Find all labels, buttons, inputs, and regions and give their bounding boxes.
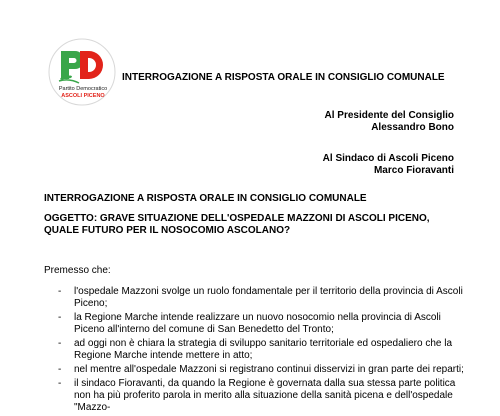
recipient-role: Al Presidente del Consiglio: [324, 110, 454, 121]
list-item: - ad oggi non è chiara la strategia di sviluppo sanitario territoriale ed ospedaliero che la Regione Marche intende mettere in atto;: [58, 338, 453, 361]
logo-party-name: Partito Democratico: [58, 86, 108, 92]
subject-line: OGGETTO: GRAVE SITUAZIONE DELL'OSPEDALE MAZZONI DI ASCOLI PICENO, QUALE FUTURO PER IL NOSOCOMIO ASCOLANO?: [44, 213, 430, 236]
premise-list: [44, 286, 474, 416]
recipient-role: Al Sindaco di Ascoli Piceno: [322, 153, 454, 164]
document-heading: INTERROGAZIONE A RISPOSTA ORALE IN CONSIGLIO COMUNALE: [44, 193, 367, 204]
recipient-name: Alessandro Bono: [371, 122, 454, 133]
recipient-name: Marco Fioravanti: [373, 165, 454, 176]
pd-logo: [47, 37, 117, 107]
list-item: - il sindaco Fioravanti, da quando la Regione è governata dalla sua stessa parte politica non ha più proferito parola in merito alla situazione della sanità picena e dell'ospedale "Mazzo-: [58, 378, 456, 413]
logo-city-name: ASCOLI PICENO: [61, 93, 105, 99]
premesso-label: Premesso che:: [44, 265, 111, 276]
list-item: - la Regione Marche intende realizzare un nuovo nosocomio nella provincia di Ascoli Piceno all'interno del comune di San Benedetto del Tronto;: [58, 312, 441, 335]
list-item: - l'ospedale Mazzoni svolge un ruolo fondamentale per il territorio della provincia di Ascoli Piceno;: [58, 286, 463, 309]
list-item: - nel mentre all'ospedale Mazzoni si registrano continui disservizi in gran parte dei reparti;: [58, 364, 464, 375]
recipients-block: [323, 110, 454, 177]
header-title: INTERROGAZIONE A RISPOSTA ORALE IN CONSIGLIO COMUNALE: [122, 72, 445, 83]
